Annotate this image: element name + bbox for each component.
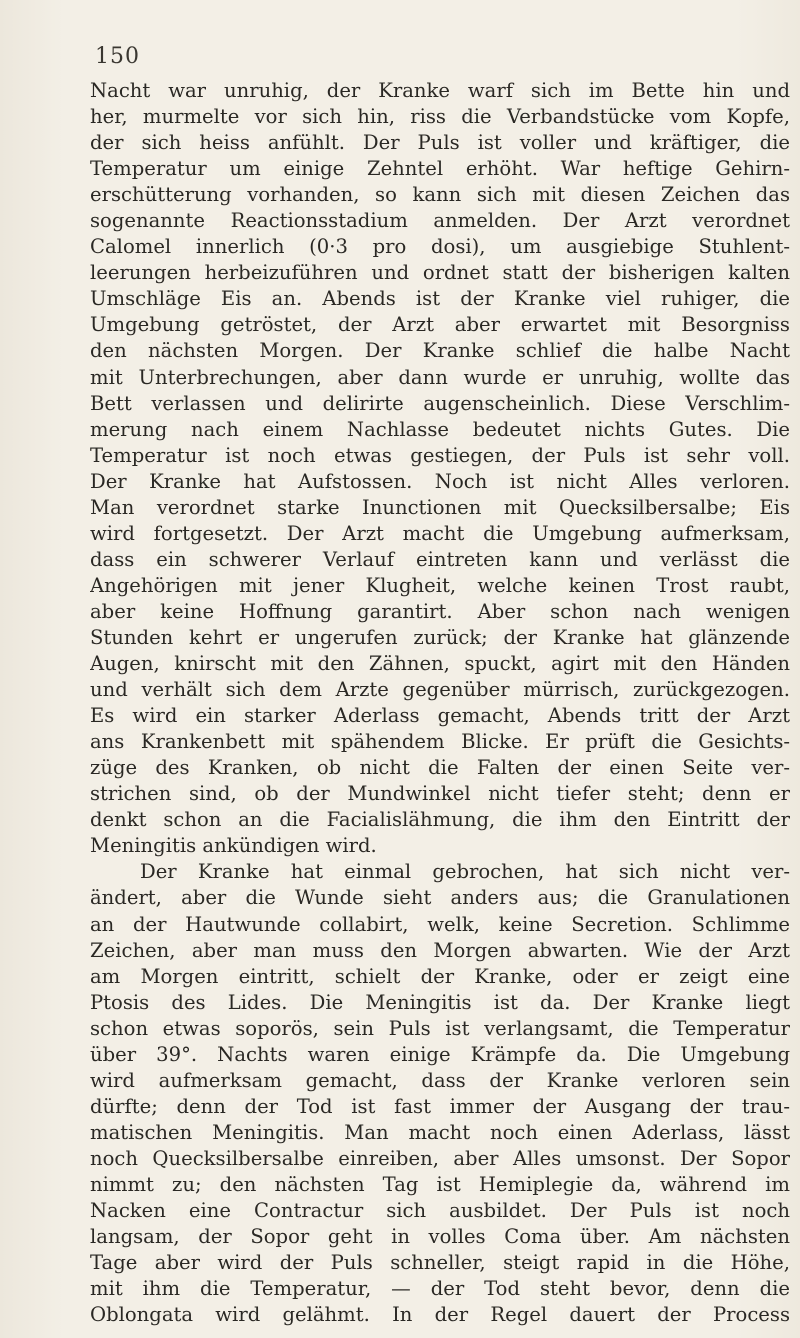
- text-line: leerungen herbeizuführen und ordnet statt der bisherigen kalten: [90, 261, 790, 285]
- text-line: nimmt zu; den nächsten Tag ist Hemiplegie da, während im: [90, 1172, 790, 1196]
- text-line: Ptosis des Lides. Die Meningitis ist da. Der Kranke liegt: [90, 990, 790, 1014]
- text-line: Augen, knirscht mit den Zähnen, spuckt, agirt mit den Händen: [90, 652, 790, 676]
- text-line: Temperatur um einige Zehntel erhöht. War heftige Gehirn-: [90, 157, 790, 181]
- text-line: Man verordnet starke Inunctionen mit Quecksilbersalbe; Eis: [90, 495, 790, 519]
- text-line: Bett verlassen und delirirte augenscheinlich. Diese Verschlim-: [90, 391, 790, 415]
- text-line: wird fortgesetzt. Der Arzt macht die Umgebung aufmerksam,: [90, 521, 790, 545]
- text-line: Umschläge Eis an. Abends ist der Kranke viel ruhiger, die: [90, 287, 790, 311]
- text-line: dass ein schwerer Verlauf eintreten kann und verlässt die: [90, 547, 790, 571]
- text-line: dürfte; denn der Tod ist fast immer der Ausgang der trau-: [90, 1094, 790, 1118]
- text-line: schon etwas soporös, sein Puls ist verlangsamt, die Temperatur: [90, 1016, 790, 1040]
- text-line: strichen sind, ob der Mundwinkel nicht tiefer steht; denn er: [90, 782, 790, 806]
- text-line: erschütterung vorhanden, so kann sich mit diesen Zeichen das: [90, 183, 790, 207]
- text-line: Oblongata wird gelähmt. In der Regel dauert der Process: [90, 1303, 790, 1327]
- text-line: Calomel innerlich (0·3 pro dosi), um ausgiebige Stuhlent-: [90, 235, 790, 259]
- text-line: Tage aber wird der Puls schneller, steigt rapid in die Höhe,: [90, 1251, 790, 1275]
- text-line: noch Quecksilbersalbe einreiben, aber Alles umsonst. Der Sopor: [90, 1146, 790, 1170]
- text-line: Stunden kehrt er ungerufen zurück; der Kranke hat glänzende: [90, 625, 790, 649]
- text-line: an der Hautwunde collabirt, welk, keine Secretion. Schlimme: [90, 912, 790, 936]
- text-line: mit ihm die Temperatur, — der Tod steht bevor, denn die: [90, 1277, 790, 1301]
- text-line: wird aufmerksam gemacht, dass der Kranke verloren sein: [90, 1068, 790, 1092]
- text-line: Nacken eine Contractur sich ausbildet. Der Puls ist noch: [90, 1199, 790, 1223]
- text-line: züge des Kranken, ob nicht die Falten der einen Seite ver-: [90, 756, 790, 780]
- text-line: Der Kranke hat einmal gebrochen, hat sich nicht ver-: [140, 860, 790, 884]
- text-line: ans Krankenbett mit spähendem Blicke. Er prüft die Gesichts-: [90, 730, 790, 754]
- text-line: Es wird ein starker Aderlass gemacht, Abends tritt der Arzt: [90, 704, 790, 728]
- text-line: Temperatur ist noch etwas gestiegen, der Puls ist sehr voll.: [90, 443, 790, 467]
- text-line: her, murmelte vor sich hin, riss die Verbandstücke vom Kopfe,: [90, 105, 790, 129]
- text-line: Nacht war unruhig, der Kranke warf sich im Bette hin und: [90, 79, 790, 102]
- text-line: langsam, der Sopor geht in volles Coma über. Am nächsten: [90, 1225, 790, 1249]
- text-line: matischen Meningitis. Man macht noch einen Aderlass, lässt: [90, 1120, 790, 1144]
- text-line: Angehörigen mit jener Klugheit, welche keinen Trost raubt,: [90, 573, 790, 597]
- text-line: der sich heiss anfühlt. Der Puls ist voller und kräftiger, die: [90, 131, 790, 155]
- text-line: Umgebung getröstet, der Arzt aber erwartet mit Besorgniss: [90, 313, 790, 337]
- text-line: aber keine Hoffnung garantirt. Aber schon nach wenigen: [90, 599, 790, 623]
- text-line: am Morgen eintritt, schielt der Kranke, oder er zeigt eine: [90, 964, 790, 988]
- text-line: über 39°. Nachts waren einige Krämpfe da. Die Umgebung: [90, 1042, 790, 1066]
- text-line: Zeichen, aber man muss den Morgen abwarten. Wie der Arzt: [90, 938, 790, 962]
- text-line: sogenannte Reactionsstadium anmelden. Der Arzt verordnet: [90, 209, 790, 233]
- text-line: merung nach einem Nachlasse bedeutet nichts Gutes. Die: [90, 417, 790, 441]
- text-line: Der Kranke hat Aufstossen. Noch ist nicht Alles verloren.: [90, 469, 790, 493]
- text-line: und verhält sich dem Arzte gegenüber mürrisch, zurückgezogen.: [90, 678, 790, 702]
- text-line: Meningitis ankündigen wird.: [90, 834, 377, 858]
- text-line: den nächsten Morgen. Der Kranke schlief die halbe Nacht: [90, 339, 790, 363]
- text-line: ändert, aber die Wunde sieht anders aus; die Granulationen: [90, 886, 790, 910]
- page-number: 150: [95, 44, 140, 69]
- body-text: [90, 78, 790, 1328]
- text-line: mit Unterbrechungen, aber dann wurde er unruhig, wollte das: [90, 365, 790, 389]
- text-line: denkt schon an die Facialislähmung, die ihm den Eintritt der: [90, 808, 790, 832]
